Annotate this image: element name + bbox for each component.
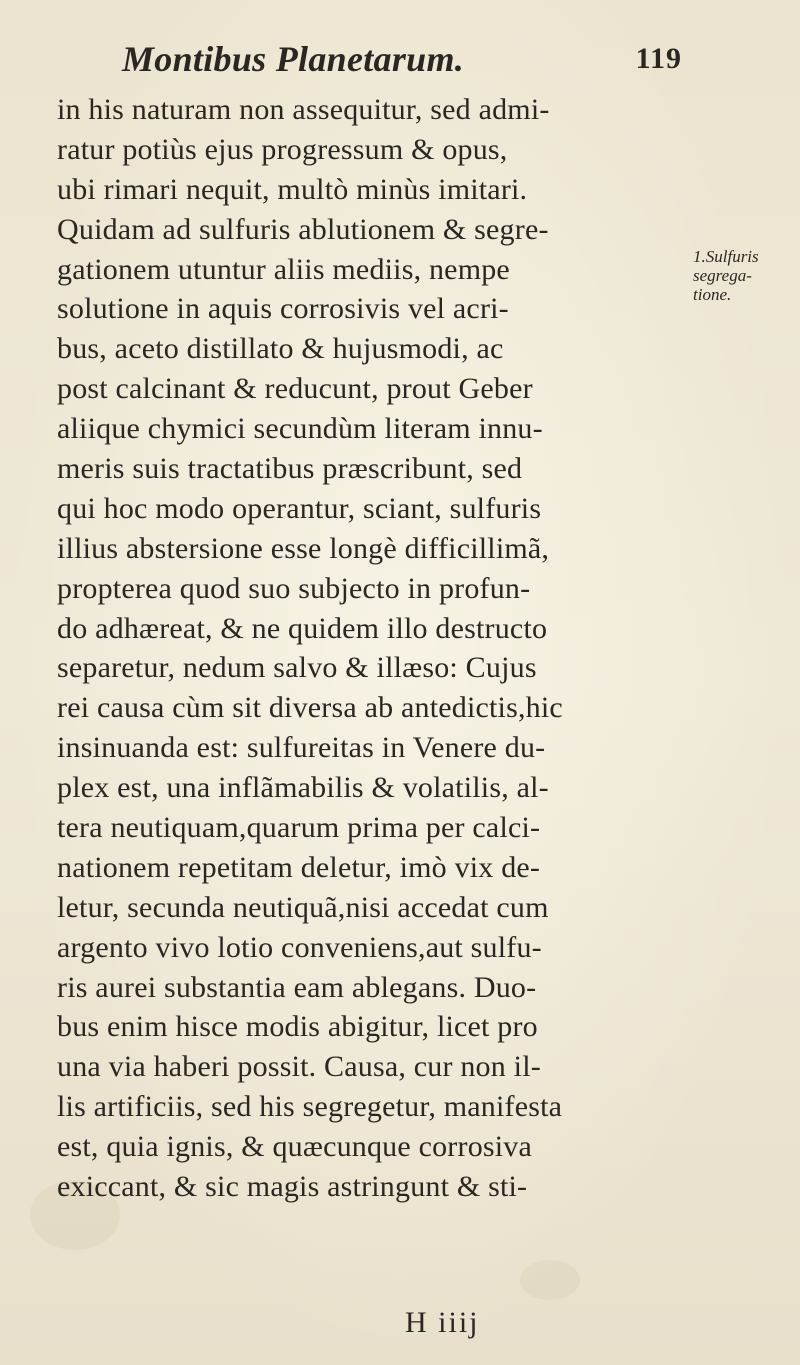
text-line: plex est, una inflãmabilis & volatilis, al- [57,771,549,805]
text-line: solutione in aquis corrosivis vel acri- [57,292,509,326]
text-line: propterea quod suo subjecto in profun- [57,571,531,605]
text-line: illius abstersione esse longè difficillimã, [57,531,550,565]
paper-stain [520,1260,580,1300]
text-line: lis artificiis, sed his segregetur, manifesta [57,1090,563,1124]
text-line: letur, secunda neutiquã,nisi accedat cum [57,890,549,924]
text-line: gationem utuntur aliis mediis, nempe [57,252,510,286]
text-line: insinuanda est: sulfureitas in Venere du- [57,731,546,765]
text-line: una via haberi possit. Causa, cur non il- [57,1050,541,1084]
text-line: in his naturam non assequitur, sed admi- [57,93,550,126]
text-line: do adhæreat, & ne quidem illo destructo [57,611,548,645]
text-line: qui hoc modo operantur, sciant, sulfuris [57,491,542,525]
text-line: rei causa cùm sit diversa ab antedictis,hic [57,691,563,725]
text-line: ubi rimari nequit, multò minùs imitari. [57,172,528,206]
text-line: Quidam ad sulfuris ablutionem & segre- [57,212,549,246]
text-line: post calcinant & reducunt, prout Geber [57,372,533,406]
text-line: bus enim hisce modis abigitur, licet pro [57,1010,538,1044]
margin-note [693,247,797,304]
text-line: separetur, nedum salvo & illæso: Cujus [57,651,537,685]
text-line: nationem repetitam deletur, imò vix de- [57,850,541,884]
margin-note-line: segrega- [693,266,752,285]
text-line: aliique chymici secundùm literam innu- [57,412,543,446]
text-line: bus, aceto distillato & hujusmodi, ac [57,332,504,366]
signature-mark: H iiij [405,1306,480,1339]
text-line: ris aurei substantia eam ablegans. Duo- [57,970,537,1004]
body-text [57,90,657,1207]
text-line: est, quia ignis, & quæcunque corrosiva [57,1130,533,1164]
margin-note-line: 1.Sulfuris [693,247,759,266]
page-number: 119 [635,42,682,75]
running-head [120,38,680,88]
text-line: argento vivo lotio conveniens,aut sulfu- [57,930,542,964]
text-line: tera neutiquam,quarum prima per calci- [57,811,541,845]
running-head-title: Montibus Planetarum. [122,39,465,79]
text-line: meris suis tractatibus præscribunt, sed [57,452,523,486]
margin-note-line: tione. [693,285,732,304]
text-line: exiccant, & sic magis astringunt & sti- [57,1170,528,1204]
text-line: ratur potiùs ejus progressum & opus, [57,132,508,166]
